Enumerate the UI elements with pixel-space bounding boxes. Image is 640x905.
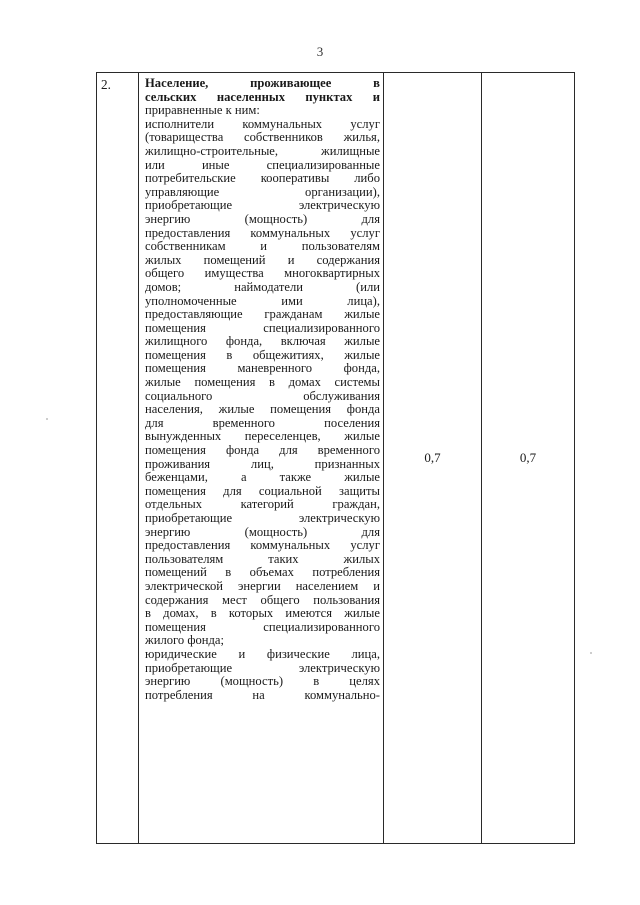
description-line: отдельных категорий граждан, — [145, 498, 380, 512]
description-line: помещения в общежитиях, жилые — [145, 348, 380, 362]
description-line: жилищного фонда, включая жилые — [145, 335, 380, 349]
description-line: потребления на коммунально- — [145, 688, 380, 702]
description-line: помещения специализированного — [145, 321, 380, 335]
description-line: социального обслуживания — [145, 389, 380, 403]
description-line: помещений в объемах потребления — [145, 566, 380, 580]
description-line: приравненные к ним: — [145, 104, 260, 118]
description-line: управляющие организации), — [145, 185, 380, 199]
description-line: исполнители коммунальных услуг — [145, 117, 380, 131]
description-line: в домах, в которых имеются жилые — [145, 607, 380, 621]
description-line: юридические и физические лица, — [145, 647, 380, 661]
description-line: населения, жилые помещения фонда — [145, 403, 380, 417]
description-line: проживания лиц, признанных — [145, 457, 380, 471]
description-line: собственникам и пользователям — [145, 240, 380, 254]
description-line: предоставления коммунальных услуг — [145, 539, 380, 553]
description-line: потребительские кооперативы либо — [145, 172, 380, 186]
description-line: помещения специализированного — [145, 620, 380, 634]
description-line: беженцами, а также жилые — [145, 471, 380, 485]
description-line: жилые помещения в домах системы — [145, 376, 380, 390]
description-line: энергию (мощность) для — [145, 212, 380, 226]
description-line: вынужденных переселенцев, жилые — [145, 430, 380, 444]
description-line: приобретающие электрическую — [145, 512, 380, 525]
description-line: жилищно-строительные, жилищные — [145, 144, 380, 158]
description-line: энергию (мощность) для — [145, 525, 380, 539]
description-line: пользователям таких жилых — [145, 552, 380, 566]
value-cell-2: 0,7 — [482, 73, 575, 844]
page-number: 3 — [316, 44, 324, 59]
description-line: электрической энергии населением и — [145, 579, 380, 593]
description-line: жилого фонда; — [145, 634, 225, 648]
description-line: или иные специализированные — [145, 158, 380, 172]
description-line: приобретающие электрическую — [145, 661, 380, 675]
description-line: (товарищества собственников жилья, — [145, 131, 380, 145]
tariff-table — [96, 72, 575, 844]
description-line: приобретающие электрическую — [145, 199, 380, 213]
description-line: общего имущества многоквартирных — [145, 267, 380, 281]
row-number: 2. — [97, 73, 139, 844]
description-line: предоставляющие гражданам жилые — [145, 308, 380, 322]
description-line: помещения маневренного фонда, — [145, 362, 380, 376]
description-line: сельских населенных пунктах и — [145, 90, 380, 104]
description-line: предоставления коммунальных услуг — [145, 226, 380, 240]
description-line: энергию (мощность) в целях — [145, 675, 380, 689]
description-line: Население, проживающее в — [145, 77, 380, 90]
description-line: уполномоченные ими лица), — [145, 294, 380, 308]
row-description — [139, 73, 384, 844]
scan-speck — [590, 652, 592, 654]
description-line: помещения фонда для временного — [145, 444, 380, 458]
description-line: домов; наймодатели (или — [145, 280, 380, 294]
description-line: для временного поселения — [145, 416, 380, 430]
table-row — [97, 73, 575, 844]
description-line: помещения для социальной защиты — [145, 484, 380, 498]
scan-speck — [46, 418, 48, 420]
description-line: жилых помещений и содержания — [145, 253, 380, 267]
description-line: содержания мест общего пользования — [145, 593, 380, 607]
value-cell-1: 0,7 — [384, 73, 482, 844]
